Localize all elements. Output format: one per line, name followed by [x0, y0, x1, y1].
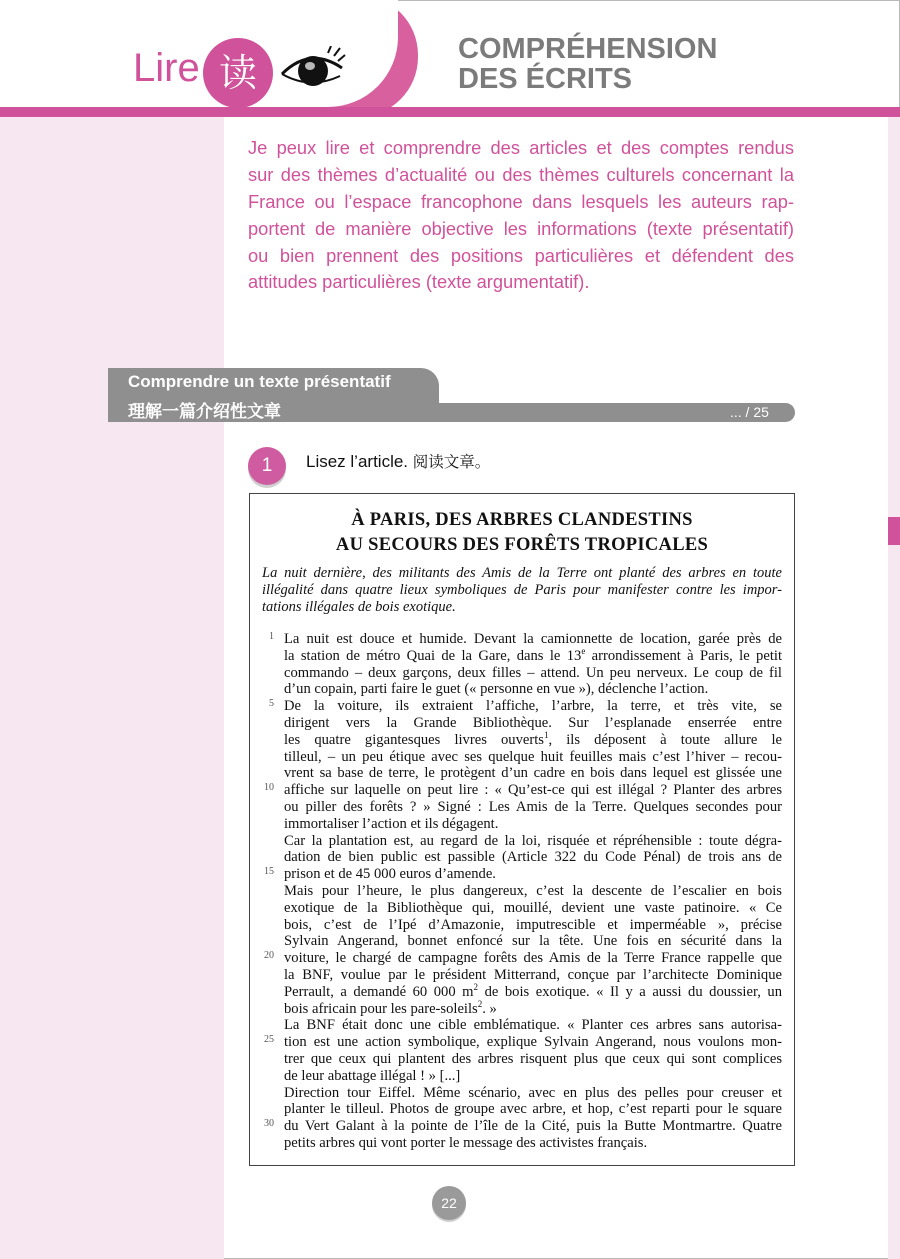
article-title-line-2: AU SECOURS DES FORÊTS TROPICALES — [335, 535, 709, 555]
article-line: voiture, le chargé de campagne forêts des Amis de la Terre France rappelle que — [284, 950, 782, 967]
chapter-tab-marker — [888, 517, 900, 545]
section-heading — [458, 34, 717, 94]
article-line: La nuit est douce et humide. Devant la camionnette de location, garée près de — [284, 631, 782, 647]
lead-line: illégalité dans quatre lieux symboliques de Paris pour manifester contre les impor- — [262, 582, 782, 598]
article-line: Car la plantation est, au regard de la loi, risquée et répréhensible : toute dégra- — [284, 832, 782, 849]
instruction-cn: 阅读文章。 — [412, 453, 491, 471]
article-line: la BNF, voulue par le président Mitterrand, conçue par l’architecte Dominique — [284, 966, 782, 983]
exercise-number-badge: 1 — [248, 447, 286, 485]
score-field: ... / 25 — [730, 404, 769, 420]
article-line: affiche sur laquelle on peut lire : « Qu’est-ce qui est illégal ? Planter des arbres — [284, 782, 782, 799]
article-line: trer que ceux qui plantent des arbres risquent plus que ceux qui sont complices — [284, 1050, 782, 1067]
article-line: petits arbres qui vont porter le message des activistes français. — [284, 1134, 648, 1151]
intro-line: attitudes particulières (texte argumentatif). — [248, 271, 590, 293]
page-number-badge: 22 — [432, 1186, 466, 1220]
article-line: tion est une action symbolique, explique Sylvain Angerand, nous voulons mon- — [284, 1034, 782, 1051]
article-line: de leur abattage illégal ! » [...] — [284, 1067, 461, 1084]
article-line: bois africain pour les pare-soleils$^2$. » — [284, 998, 497, 1017]
article-line: prison et de 45 000 euros d’amende. — [284, 866, 496, 883]
article-line: immortaliser l’action et ils dégagent. — [284, 815, 499, 832]
left-decor-band — [0, 117, 224, 1259]
header-rule — [0, 107, 900, 117]
article-line: bois, c’est de l’Ipé d’Amazonie, imputrescible et imperméable », précise — [284, 916, 782, 933]
heading-line-1: COMPRÉHENSION — [458, 33, 718, 65]
article-line: d’un copain, parti faire le guet (« personne en vue »), déclenche l’action. — [284, 681, 709, 698]
article-lead — [262, 565, 782, 616]
intro-line: portent de manière objective les informations (texte présentatif) — [248, 217, 794, 239]
article-line: dirigent vers la Grande Bibliothèque. Sur l’esplanade enserrée entre — [284, 714, 782, 731]
line-number: 10 — [264, 782, 274, 793]
article-line: les quatre gigantesques livres ouverts$^1$, ils déposent à toute allure le — [284, 729, 782, 748]
article-box — [249, 493, 795, 1166]
intro-line: France ou l’espace francophone dans lesquels les auteurs rap- — [248, 190, 794, 212]
article-line: Direction tour Eiffel. Même scénario, avec en plus des pelles pour creuser et — [284, 1084, 782, 1101]
right-decor-band — [888, 117, 900, 1259]
lead-line: tations illégales de bois exotique. — [262, 599, 456, 615]
intro-paragraph — [248, 135, 794, 296]
line-number: 20 — [264, 950, 274, 961]
article-line: exotique de la Bibliothèque qui, mouillé, devient une vaste patinoire. « Ce — [284, 899, 782, 916]
article-title-line-1: À PARIS, DES ARBRES CLANDESTINS — [351, 510, 693, 530]
line-number: 25 — [264, 1034, 274, 1045]
eye-icon — [280, 46, 346, 94]
article-line: De la voiture, ils extraient l’affiche, l’arbre, la terre, et très vite, se — [284, 698, 782, 715]
intro-line: sur des thèmes d’actualité ou des thèmes culturels concernant la — [248, 163, 794, 185]
intro-line: Je peux lire et comprendre des articles et des comptes rendus — [248, 137, 794, 158]
article-line: Mais pour l’heure, le plus dangereux, c’est la descente de l’escalier en bois — [284, 882, 782, 899]
line-number: 30 — [264, 1118, 274, 1129]
article-line: du Vert Galant à la pointe de l’île de la Cité, puis la Butte Montmartre. Quatre — [284, 1118, 782, 1135]
article-line: vrent sa base de terre, le protègent d’un cadre en bois dans lequel est glissée une — [284, 765, 782, 782]
line-number: 15 — [264, 866, 274, 877]
article-line: dation de bien public est passible (Article 322 du Code Pénal) de trois ans de — [284, 849, 782, 866]
article-line: commando – deux garçons, deux filles – attend. Un peu nerveux. Le coup de fil — [284, 664, 782, 681]
section-title-fr: Comprendre un texte présentatif — [128, 372, 391, 391]
article-body — [284, 631, 782, 1152]
article-title — [250, 508, 794, 558]
article-line: planter le tilleul. Photos de groupe avec arbre, et hop, c’est reparti pour le square — [284, 1101, 782, 1118]
article-line: Sylvain Angerand, bonnet enfoncé sur la tête. Une fois en sécurité dans la — [284, 933, 782, 950]
article-line: La BNF était donc une cible emblématique. « Planter ces arbres sans autorisa- — [284, 1017, 782, 1034]
article-line: la station de métro Quai de la Gare, dans le 13e arrondissement à Paris, le petit — [284, 645, 782, 664]
read-character-badge: 读 — [203, 38, 273, 108]
lire-label: Lire — [133, 46, 200, 90]
line-number: 5 — [269, 698, 274, 709]
article-line: Perrault, a demandé 60 000 $m^2$ de bois exotique. « Il y a aussi du doussier, un — [284, 981, 783, 1000]
line-number: 1 — [269, 631, 274, 642]
section-title-cn: 理解一篇介绍性文章 — [128, 402, 281, 422]
article-line: tilleul, – un peu étique avec ses quelque huit feuilles mais c’est l’hiver – recou- — [284, 748, 782, 765]
heading-line-2: DES ÉCRITS — [458, 63, 633, 95]
intro-line: ou bien prennent des positions particulières et défendent des — [248, 244, 794, 266]
lead-line: La nuit dernière, des militants des Amis de la Terre ont planté des arbres en toute — [262, 565, 782, 581]
exercise-instruction — [306, 450, 490, 472]
article-line: ou piller des forêts ? » Signé : Les Amis de la Terre. Quelques secondes pour — [284, 798, 782, 815]
instruction-fr: Lisez l’article. — [306, 452, 409, 471]
